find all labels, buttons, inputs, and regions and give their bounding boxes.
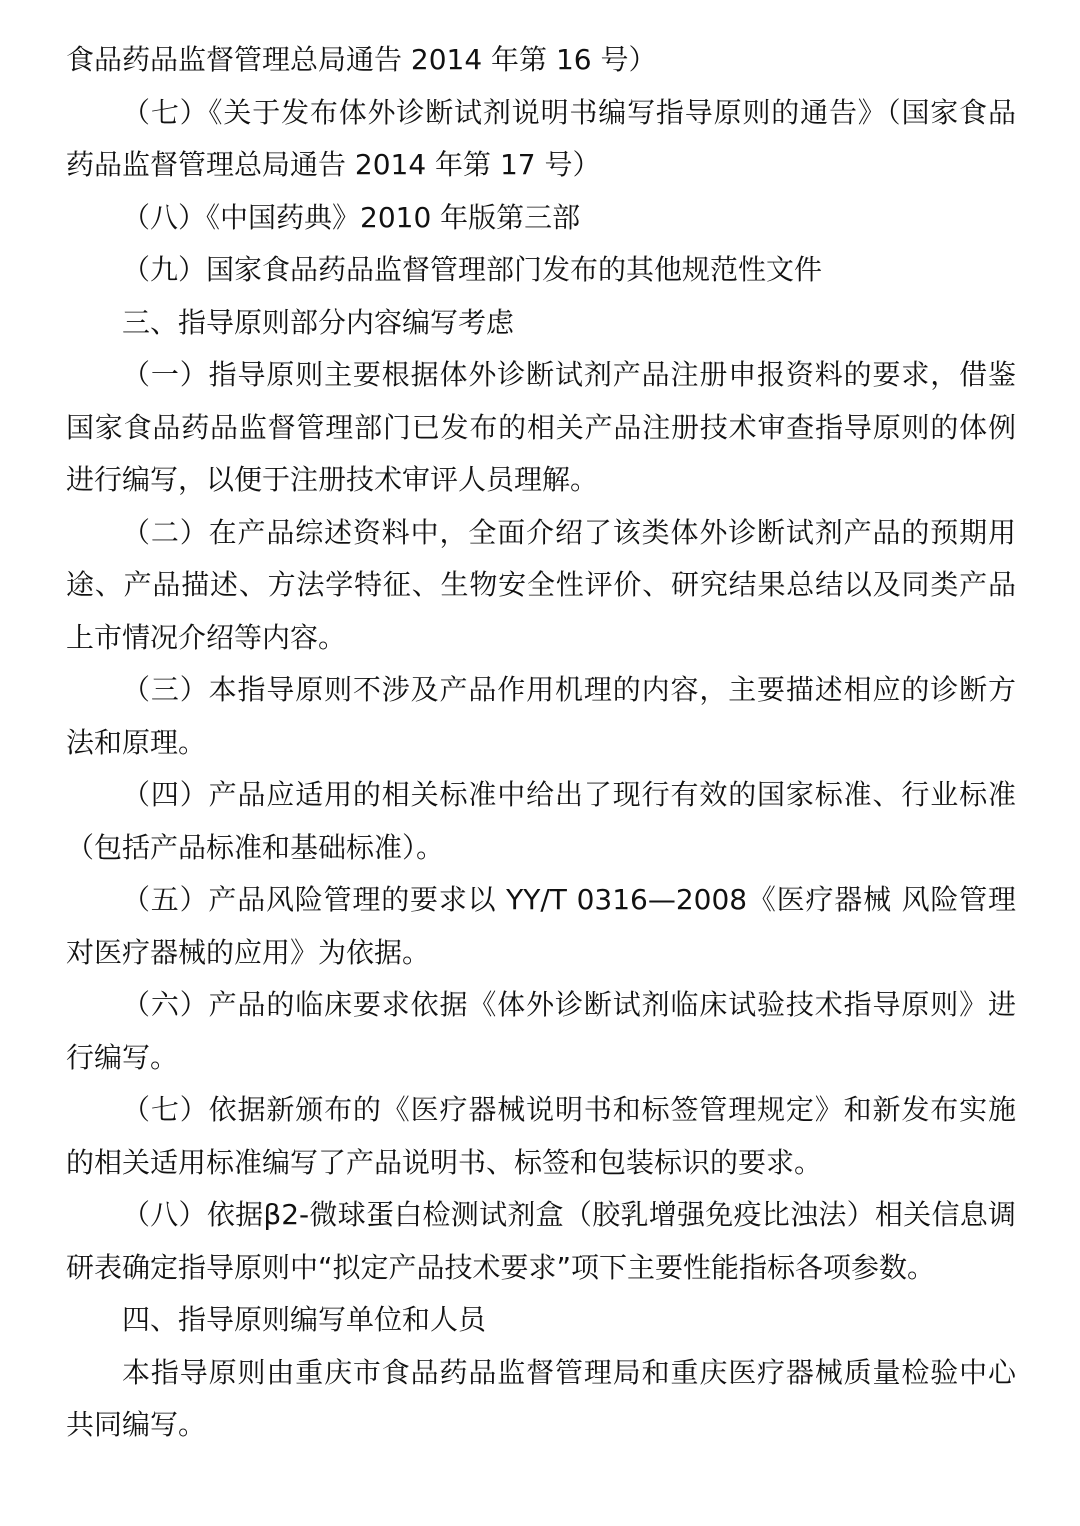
paragraph-ref-9: （九）国家食品药品监督管理部门发布的其他规范性文件 xyxy=(122,253,823,286)
paragraph-item-7: （七）依据新颁布的《医疗器械说明书和标签管理规定》和新发布实施的相关适用标准编写了产品说明书、标签和包装标识的要求。 xyxy=(66,1093,1016,1179)
paragraph-ref-7: （七）《关于发布体外诊断试剂说明书编写指导原则的通告》（国家食品药品监督管理总局通告 2014 年第 17 号） xyxy=(66,95,1016,181)
paragraph-authors: 本指导原则由重庆市食品药品监督管理局和重庆医疗器械质量检验中心共同编写。 xyxy=(66,1355,1016,1441)
paragraph-item-6: （六）产品的临床要求依据《体外诊断试剂临床试验技术指导原则》进行编写。 xyxy=(66,988,1016,1074)
section-heading-3: 三、指导原则部分内容编写考虑 xyxy=(122,305,515,339)
section-heading-4: 四、指导原则编写单位和人员 xyxy=(122,1303,487,1336)
paragraph-item-1: （一）指导原则主要根据体外诊断试剂产品注册申报资料的要求，借鉴国家食品药品监督管理部门已发布的相关产品注册技术审查指导原则的体例进行编写，以便于注册技术审评人员理解。 xyxy=(66,358,1016,496)
paragraph-item-3: （三）本指导原则不涉及产品作用机理的内容，主要描述相应的诊断方法和原理。 xyxy=(66,673,1016,759)
paragraph-item-2: （二）在产品综述资料中，全面介绍了该类体外诊断试剂产品的预期用途、产品描述、方法学特征、生物安全性评价、研究结果总结以及同类产品上市情况介绍等内容。 xyxy=(66,515,1016,654)
paragraph-ref-8: （八）《中国药典》2010 年版第三部 xyxy=(122,200,581,234)
document-body xyxy=(66,34,1016,1452)
paragraph-continuation: 食品药品监督管理总局通告 2014 年第 16 号） xyxy=(66,43,657,76)
paragraph-item-4: （四）产品应适用的相关标准中给出了现行有效的国家标准、行业标准（包括产品标准和基础标准）。 xyxy=(66,778,1016,864)
paragraph-item-5: （五）产品风险管理的要求以 YY/T 0316—2008《医疗器械 风险管理对医疗器械的应用》为依据。 xyxy=(66,883,1016,969)
paragraph-item-8: （八）依据β2-微球蛋白检测试剂盒（胶乳增强免疫比浊法）相关信息调研表确定指导原则中“拟定产品技术要求”项下主要性能指标各项参数。 xyxy=(66,1198,1016,1284)
